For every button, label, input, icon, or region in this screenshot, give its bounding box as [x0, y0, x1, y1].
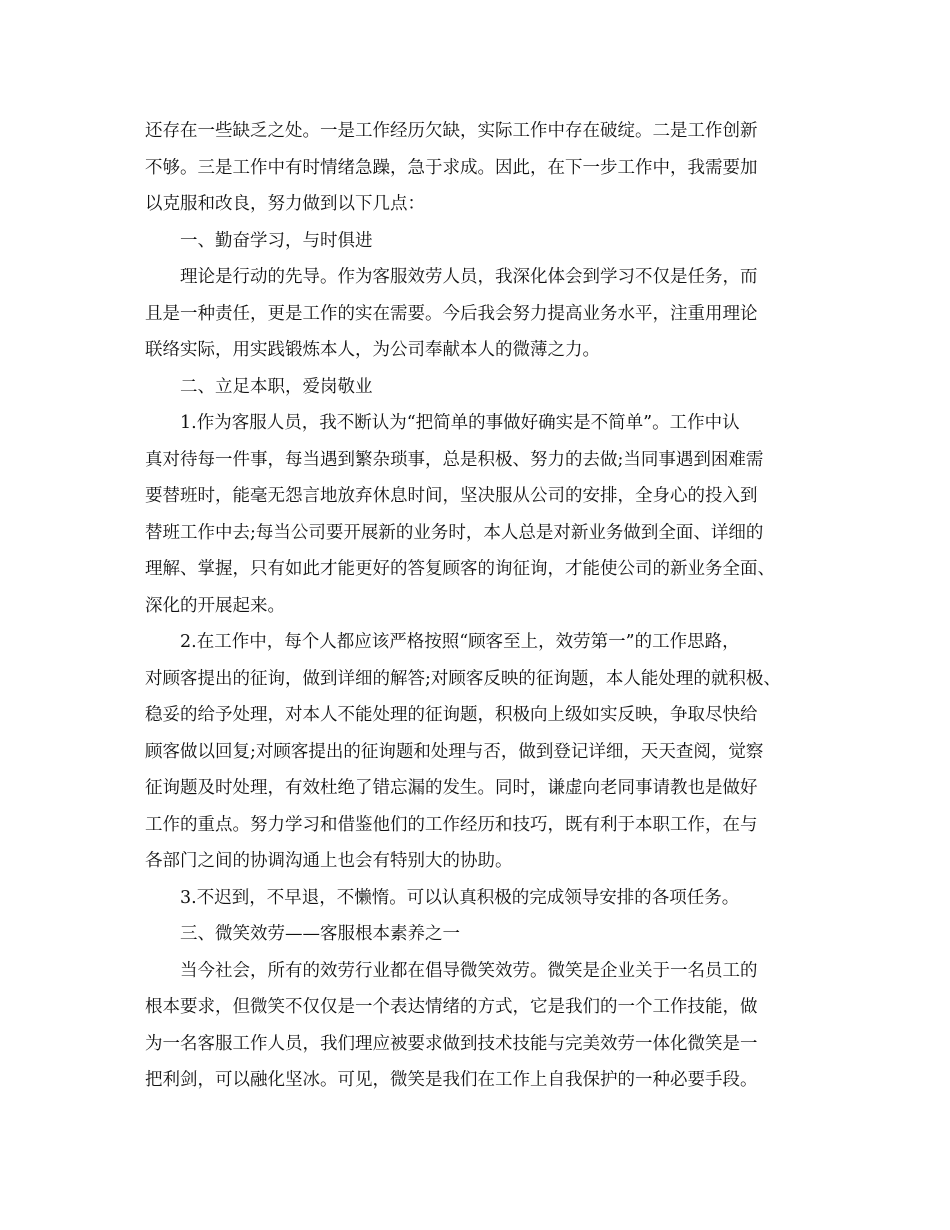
text-line: 以克服和改良，努力做到以下几点： — [145, 194, 425, 214]
text-line: 2.在工作中，每个人都应该严格按照“顾客至上，效劳第一”的工作思路， — [180, 632, 740, 652]
text-line: 根本要求，但微笑不仅仅是一个表达情绪的方式，它是我们的一个工作技能，做 — [145, 997, 758, 1017]
document-body — [145, 113, 825, 1099]
text-line: 联络实际，用实践锻炼本人，为公司奉献本人的微薄之力。 — [145, 340, 600, 360]
text-line: 3.不迟到，不早退，不懒惰。可以认真积极的完成领导安排的各项任务。 — [180, 887, 740, 908]
text-line: 替班工作中去;每当公司要开展新的业务时，本人总是对新业务做到全面、详细的 — [145, 522, 764, 543]
text-line: 还存在一些缺乏之处。一是工作经历欠缺，实际工作中存在破绽。二是工作创新 — [145, 121, 758, 141]
text-line: 为一名客服工作人员，我们理应被要求做到技术技能与完美效劳一体化微笑是一 — [145, 1033, 758, 1054]
text-line: 把利剑，可以融化坚冰。可见，微笑是我们在工作上自我保护的一种必要手段。 — [145, 1070, 758, 1090]
text-line: 稳妥的给予处理，对本人不能处理的征询题，积极向上级如实反映，争取尽快给 — [145, 705, 758, 725]
text-line: 1.作为客服人员，我不断认为“把简单的事做好确实是不简单”。工作中认 — [180, 413, 740, 433]
text-line: 深化的开展起来。 — [145, 595, 285, 616]
text-line: 要替班时，能毫无怨言地放弃休息时间，坚决服从公司的安排，全身心的投入到 — [145, 486, 758, 506]
text-line: 征询题及时处理，有效杜绝了错忘漏的发生。同时，谦虚向老同事请教也是做好 — [145, 778, 758, 798]
text-line: 理解、掌握，只有如此才能更好的答复顾客的询征询，才能使公司的新业务全面、 — [145, 559, 775, 579]
text-line: 当今社会，所有的效劳行业都在倡导微笑效劳。微笑是企业关于一名员工的 — [180, 960, 758, 981]
text-line: 真对待每一件事，每当遇到繁杂琐事，总是积极、努力的去做;当同事遇到困难需 — [145, 449, 764, 470]
text-line: 工作的重点。努力学习和借鉴他们的工作经历和技巧，既有利于本职工作，在与 — [145, 814, 758, 835]
text-line: 二、立足本职，爱岗敬业 — [180, 376, 373, 397]
text-line: 各部门之间的协调沟通上也会有特别大的协助。 — [145, 851, 513, 871]
text-line: 且是一种责任，更是工作的实在需要。今后我会努力提高业务水平，注重用理论 — [145, 303, 758, 324]
text-line: 不够。三是工作中有时情绪急躁，急于求成。因此，在下一步工作中，我需要加 — [145, 157, 758, 178]
text-line: 对顾客提出的征询，做到详细的解答;对顾客反映的征询题，本人能处理的就积极、 — [145, 668, 781, 689]
text-line: 理论是行动的先导。作为客服效劳人员，我深化体会到学习不仅是任务，而 — [180, 267, 758, 287]
text-line: 一、勤奋学习，与时俱进 — [180, 230, 373, 251]
text-line: 三、微笑效劳——客服根本素养之一 — [180, 924, 460, 944]
text-line: 顾客做以回复;对顾客提出的征询题和处理与否，做到登记详细，天天查阅，觉察 — [145, 741, 764, 762]
